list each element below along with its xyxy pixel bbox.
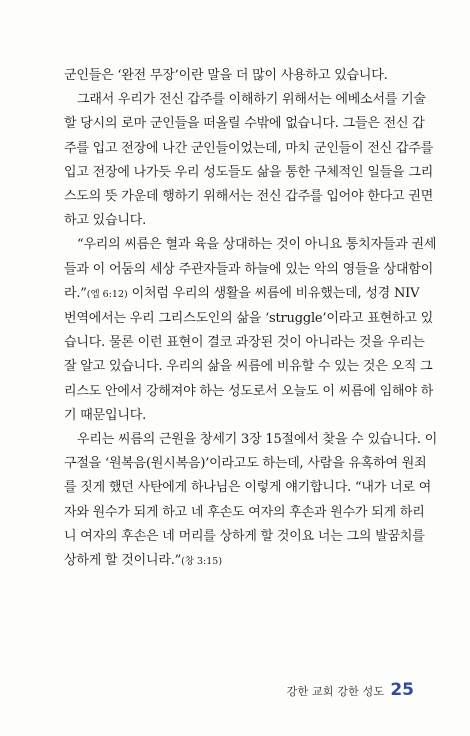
running-title: 강한 교회 강한 성도 [286,685,385,698]
text-line: 번역에서는 우리 그리스도인의 삶을 ‘struggle’이라고 표현하고 있 [64,311,434,327]
text-line: 군인들은 ‘완전 무장’이란 말을 더 많이 사용하고 있습니다. [64,68,388,83]
text-line [64,282,420,307]
text-line: 입고 전장에 나가듯 우리 성도들도 삶을 통한 구체적인 일들을 그리 [64,164,434,180]
page-footer [287,680,414,700]
text-line: 리스도 안에서 강해져야 하는 성도로서 오늘도 이 씨름에 임해야 하 [64,383,434,399]
text-line: 우리는 씨름의 근원을 창세기 3장 15절에서 찾을 수 있습니다. 이 [77,432,438,448]
text-line: 그래서 우리가 전신 갑주를 이해하기 위해서는 에베소서를 기술 [77,92,426,108]
text-line: 주를 입고 전장에 나간 군인들이었는데, 마치 군인들이 전신 갑주를 [64,140,434,156]
text-line: 들과 이 어둠의 세상 주관자들과 하늘에 있는 악의 영들을 상대함이 [64,261,434,277]
body-text [64,64,438,574]
text-line: 스도의 뜻 가운데 행하기 위해서는 전신 갑주를 입어야 한다고 권면 [64,189,434,205]
line-rest: 이처럼 우리의 생활을 씨름에 비유했는데, 성경 NIV [127,285,420,301]
text-line: 기 때문입니다. [64,407,147,423]
page-number: 25 [390,680,414,700]
text-line: 하고 있습니다. [64,213,147,229]
text-line: 구절을 ‘원복음(원시복음)’이라고도 하는데, 사람을 유혹하여 원죄 [64,456,427,472]
text-line: 자와 원수가 되게 하고 네 후손도 여자의 후손과 원수가 되게 하리 [64,504,425,520]
text-line: 습니다. 물론 이런 표현이 결코 과장된 것이 아니라는 것을 우리는 [64,335,425,351]
text-line: 를 짓게 했던 사탄에게 하나님은 이렇게 얘기합니다. “내가 너로 여 [64,480,432,496]
quote-end: 라.” [64,285,87,301]
text-line: 니 여자의 후손은 네 머리를 상하게 할 것이요 너는 그의 발꿈치를 [64,528,425,544]
text-line: 잘 알고 있습니다. 우리의 삶을 씨름에 비유할 수 있는 것은 오직 그 [64,359,433,375]
text-line: “우리의 씨름은 혈과 육을 상대하는 것이 아니요 통치자들과 권세 [77,237,437,253]
scripture-reference: (창 3:15) [181,556,223,568]
text-line [64,549,412,574]
scripture-reference: (엡 6:12) [86,288,128,300]
text-line: 할 당시의 로마 군인들을 떠올릴 수밖에 없습니다. 그들은 전신 갑 [64,116,425,132]
quote-end: 상하게 할 것이니라.” [64,553,182,569]
